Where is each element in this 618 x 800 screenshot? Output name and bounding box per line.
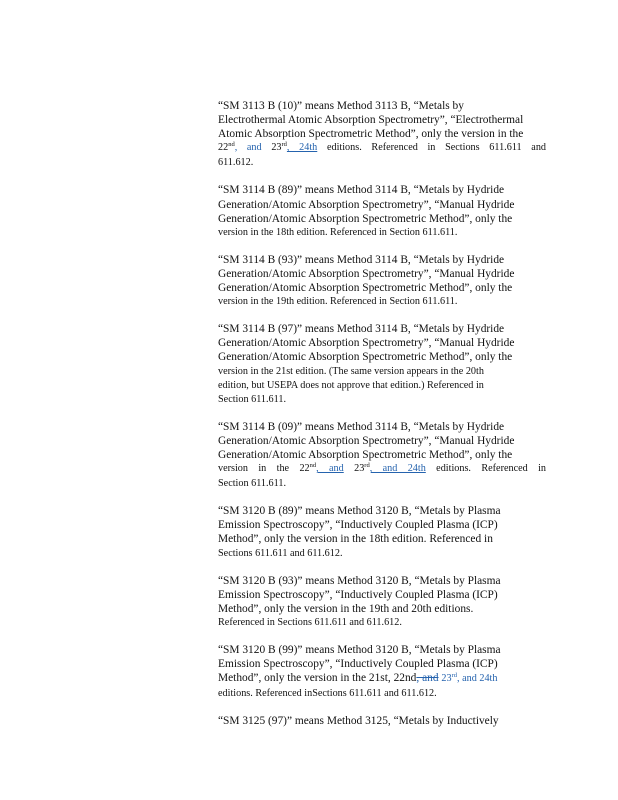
text-line: Generation/Atomic Absorption Spectrometric Method”, only the [218,282,513,295]
definition-sm-3114b-09 [218,420,546,491]
definition-sm-3125-97 [218,714,546,728]
text-line [218,671,546,687]
text-line: “SM 3120 B (89)” means Method 3120 B, “Metals by Plasma [218,505,501,518]
inserted-text: , and [316,463,344,475]
definition-sm-3120b-89 [218,504,546,560]
text-line: version in the 21st edition. (The same version appears in the 20th [218,365,484,377]
text-segment: editions. Referenced in [436,463,546,475]
text-line [218,141,546,156]
definition-sm-3114b-89 [218,183,546,239]
text-line: edition, but USEPA does not approve that edition.) Referenced in [218,379,484,391]
ordinal-suffix: rd [451,672,457,680]
edition-number: 23 [271,142,282,154]
ordinal-suffix: nd [228,141,235,149]
text-line [218,462,546,477]
text-line: “SM 3120 B (99)” means Method 3120 B, “Metals by Plasma [218,644,501,656]
text-line: Generation/Atomic Absorption Spectrometry”, “Manual Hydride [218,434,515,447]
text-line: “SM 3120 B (93)” means Method 3120 B, “Metals by Plasma [218,574,501,587]
text-line: editions. Referenced inSections 611.611 and 611.612. [218,688,437,700]
definition-sm-3114b-97 [218,322,546,407]
text-line: Method”, only the version in the 18th edition. Referenced in [218,533,493,546]
text-line: “SM 3114 B (09)” means Method 3114 B, “Metals by Hydride [218,420,505,433]
text-line: Referenced in Sections 611.611 and 611.612. [218,616,402,628]
text-line: “SM 3125 (97)” means Method 3125, “Metals by Inductively [218,715,499,728]
text-line: 611.612. [218,157,254,169]
text-line: Emission Spectroscopy”, “Inductively Coupled Plasma (ICP) [218,658,498,671]
text-line: Section 611.611. [218,393,287,405]
definition-sm-3120b-93 [218,574,546,630]
text-line: “SM 3114 B (89)” means Method 3114 B, “Metals by Hydride [218,184,505,197]
text-line: Generation/Atomic Absorption Spectrometric Method”, only the [218,212,513,225]
ordinal-suffix: rd [281,141,287,149]
inserted-text: , and 24th [457,673,498,685]
text-line: “SM 3113 B (10)” means Method 3113 B, “Metals by [218,100,464,112]
ordinal-suffix: rd [364,462,370,470]
definition-sm-3113b-10 [218,99,546,170]
inserted-text: , and 24th [369,463,426,475]
text-line: Generation/Atomic Absorption Spectrometry”, “Manual Hydride [218,198,515,211]
text-line: Generation/Atomic Absorption Spectrometry”, “Manual Hydride [218,337,515,350]
text-line: Emission Spectroscopy”, “Inductively Coupled Plasma (ICP) [218,519,498,532]
text-segment: editions. Referenced in Sections 611.611 and [326,142,547,154]
deleted-text: , and [416,672,439,685]
edition-number: 23 [441,673,452,685]
definitions-list [218,99,546,741]
text-line: “SM 3114 B (93)” means Method 3114 B, “Metals by Hydride [218,253,505,266]
text-line: version in the 18th edition. Referenced in Section 611.611. [218,226,458,238]
edition-number: 22 [299,463,310,475]
text-line: Generation/Atomic Absorption Spectrometric Method”, only the [218,448,513,461]
text-line: Atomic Absorption Spectrometric Method”, only the version in the [218,128,524,141]
definition-sm-3114b-93 [218,253,546,309]
text-segment: version in the [218,463,290,475]
text-line: Generation/Atomic Absorption Spectrometric Method”, only the [218,351,513,364]
text-line: “SM 3114 B (97)” means Method 3114 B, “Metals by Hydride [218,323,505,336]
inserted-text: , 24th [286,142,318,154]
text-line: Sections 611.611 and 611.612. [218,547,343,559]
inserted-text: , and [234,142,262,154]
text-line: version in the 19th edition. Referenced in Section 611.611. [218,296,458,308]
edition-number: 23 [354,463,365,475]
text-line: Section 611.611. [218,478,287,490]
definition-sm-3120b-99 [218,643,546,701]
ordinal-suffix: nd [309,462,317,470]
text-line: Emission Spectroscopy”, “Inductively Coupled Plasma (ICP) [218,588,498,601]
edition-number: 22 [218,142,229,154]
text-line: Generation/Atomic Absorption Spectrometry”, “Manual Hydride [218,267,515,280]
text-line: Electrothermal Atomic Absorption Spectrometry”, “Electrothermal [218,114,524,127]
text-line: Method”, only the version in the 19th and 20th editions. [218,602,474,615]
text-segment: Method”, only the version in the 21st, 22nd [218,672,417,685]
